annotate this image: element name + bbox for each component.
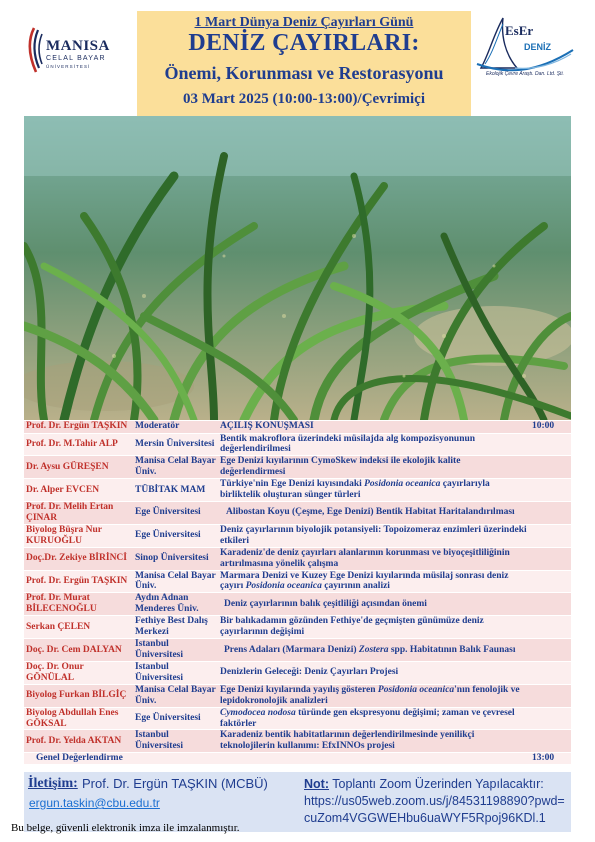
- speaker-name: Prof. Dr. M.Tahir ALP: [24, 433, 133, 456]
- session-time: [530, 730, 571, 753]
- topic-text: çayırının analizi: [321, 581, 390, 592]
- speaker-institution: Fethiye Best Dalış Merkezi: [133, 616, 218, 639]
- speaker-institution: Mersin Üniversitesi: [133, 433, 218, 456]
- schedule-row: [24, 570, 571, 593]
- schedule-row: [24, 547, 571, 570]
- species-name: Posidonia oceanica: [245, 581, 322, 592]
- speaker-name: Dr. Aysu GÜREŞEN: [24, 456, 133, 479]
- seagrass-photo: [24, 116, 571, 420]
- e-signature-note: Bu belge, güvenli elektronik imza ile imzalanmıştır.: [11, 822, 240, 834]
- page-title: DENİZ ÇAYIRLARI:: [188, 30, 420, 56]
- talk-topic: Denizlerin Geleceği: Deniz Çayırları Projesi: [218, 661, 530, 684]
- schedule-row: [24, 753, 571, 765]
- meeting-note: [304, 776, 569, 827]
- contact-name: Prof. Dr. Ergün TAŞKIN (MCBÜ): [82, 776, 268, 791]
- speaker-name: Prof. Dr. Ergün TAŞKIN: [24, 421, 133, 433]
- university-emblem-icon: [24, 24, 46, 76]
- talk-topic: [218, 639, 530, 662]
- schedule-row: [24, 730, 571, 753]
- speaker-name: Biyolog Büşra Nur KURUOĞLU: [24, 524, 133, 547]
- seagrass-illustration: [24, 116, 571, 420]
- topic-text: çayırlarıyla birliktelik oluşturan sünger türleri: [220, 479, 490, 501]
- speaker-name: Prof. Dr. Ergün TAŞKIN: [24, 570, 133, 593]
- speaker-name: Prof. Dr. Yelda AKTAN: [24, 730, 133, 753]
- talk-topic: Bentik makroflora üzerindeki müsilajda alg kompozisyonunun değerlendirilmesi: [218, 433, 530, 456]
- schedule-row: [24, 593, 571, 616]
- schedule-row: [24, 433, 571, 456]
- speaker-institution: İstanbul Üniversitesi: [133, 730, 218, 753]
- header-banner: [137, 11, 471, 117]
- species-name: Zostera: [358, 644, 389, 655]
- topic-text: Marmara Denizi ve Kuzey Ege Denizi kıyılarında müsilaj sonrası deniz çayırı: [220, 570, 509, 592]
- schedule-body: [24, 421, 571, 765]
- talk-topic: AÇILIŞ KONUŞMASI: [218, 421, 530, 433]
- topic-text: Türkiye'nin Ege Denizi kıyısındaki: [220, 479, 365, 490]
- program-schedule: [24, 421, 571, 765]
- talk-topic: [218, 707, 530, 730]
- event-title: 1 Mart Dünya Deniz Çayırları Günü: [194, 15, 414, 30]
- schedule-row: [24, 479, 571, 502]
- speaker-name: Biyolog Abdullah Enes GÖKSAL: [24, 707, 133, 730]
- speaker-institution: Ege Üniversitesi: [133, 707, 218, 730]
- topic-text: Ege Denizi kıyılarında yayılış gösteren: [220, 684, 378, 695]
- talk-topic: Deniz çayırlarının balık çeşitliliği açısından önemi: [218, 593, 530, 616]
- speaker-institution: İstanbul Üniversitesi: [133, 661, 218, 684]
- talk-topic: [218, 753, 530, 765]
- university-logo: [24, 24, 119, 78]
- schedule-row: [24, 616, 571, 639]
- talk-topic: Karadeniz bentik habitatlarının değerlendirilmesinde yenilikçi teknolojilerin kullanımı: EfxINNOs projesi: [218, 730, 530, 753]
- topic-text: 'nın fenolojik ve lepidokronolojik analizleri: [220, 684, 520, 706]
- schedule-row: [24, 707, 571, 730]
- speaker-name: Biyolog Furkan BİLGİÇ: [24, 684, 133, 707]
- session-time: [530, 707, 571, 730]
- logo-left-line2: CELAL BAYAR: [46, 55, 106, 62]
- session-time: [530, 639, 571, 662]
- session-time: [530, 684, 571, 707]
- schedule-row: [24, 421, 571, 433]
- speaker-institution: Aydın Adnan Menderes Üniv.: [133, 593, 218, 616]
- schedule-row: [24, 502, 571, 525]
- topic-text: Prens Adaları (Marmara Denizi): [224, 644, 359, 655]
- session-time: 13:00: [530, 753, 571, 765]
- session-time: [530, 456, 571, 479]
- talk-topic: [218, 570, 530, 593]
- schedule-row: [24, 684, 571, 707]
- session-time: [530, 479, 571, 502]
- speaker-institution: TÜBİTAK MAM: [133, 479, 218, 502]
- speaker-name: Doç. Dr. Onur GÖNÜLAL: [24, 661, 133, 684]
- talk-topic: Alibostan Koyu (Çeşme, Ege Denizi) Bentik Habitat Haritalandırılması: [218, 502, 530, 525]
- talk-topic: Deniz çayırlarının biyolojik potansiyeli: Topoizomeraz enzimleri üzerindeki etkileri: [218, 524, 530, 547]
- page-subtitle: Önemi, Korunması ve Restorasyonu: [164, 63, 444, 83]
- talk-topic: [218, 479, 530, 502]
- schedule-row: [24, 456, 571, 479]
- speaker-institution: [133, 753, 218, 765]
- speaker-institution: Manisa Celal Bayar Üniv.: [133, 456, 218, 479]
- zoom-link[interactable]: https://us05web.zoom.us/j/84531198890?pwd=cuZom4VGGWEHbu6uaWYF5Rpoj96KDl.1: [304, 793, 565, 825]
- company-logo: [475, 14, 575, 78]
- species-name: Posidonia oceanica: [364, 479, 441, 490]
- session-time: [530, 524, 571, 547]
- speaker-institution: İstanbul Üniversitesi: [133, 639, 218, 662]
- schedule-row: [24, 524, 571, 547]
- speaker-institution: Sinop Üniversitesi: [133, 547, 218, 570]
- session-time: [530, 547, 571, 570]
- session-time: [530, 661, 571, 684]
- note-label: Not:: [304, 777, 329, 791]
- logo-right-line3: Ekolojik Çevre Araştı. Dan. Ltd. Şti.: [486, 71, 564, 77]
- session-time: [530, 616, 571, 639]
- speaker-name: Dr. Alper EVCEN: [24, 479, 133, 502]
- speaker-name: Doç. Dr. Cem DALYAN: [24, 639, 133, 662]
- session-time: [530, 433, 571, 456]
- logo-right-line1: EsEr: [505, 23, 534, 38]
- contact-label: İletişim:: [28, 776, 78, 791]
- species-name: Cymodocea nodosa: [220, 707, 296, 718]
- session-time: [530, 570, 571, 593]
- note-text: Toplantı Zoom Üzerinden Yapılacaktır:: [332, 777, 544, 791]
- speaker-name: Prof. Dr. Melih Ertan ÇINAR: [24, 502, 133, 525]
- contact-email-link[interactable]: ergun.taskin@cbu.edu.tr: [29, 796, 160, 810]
- logo-left-line1: MANISA: [46, 38, 110, 54]
- speaker-institution: Moderatör: [133, 421, 218, 433]
- talk-topic: Ege Denizi kıyılarının CymoSkew indeksi ile ekolojik kalite değerlendirmesi: [218, 456, 530, 479]
- speaker-name: Prof. Dr. Murat BİLECENOĞLU: [24, 593, 133, 616]
- speaker-name: Doç.Dr. Zekiye BİRİNCİ: [24, 547, 133, 570]
- speaker-institution: Ege Üniversitesi: [133, 524, 218, 547]
- session-time: [530, 502, 571, 525]
- speaker-institution: Ege Üniversitesi: [133, 502, 218, 525]
- topic-text: türünde gen ekspresyonu değişimi; zaman ve çevresel faktörler: [220, 707, 515, 729]
- speaker-name: Genel Değerlendirme: [24, 753, 133, 765]
- session-time: [530, 593, 571, 616]
- talk-topic: [218, 684, 530, 707]
- talk-topic: Bir balıkadamın gözünden Fethiye'de geçmişten günümüze deniz çayırlarının değişimi: [218, 616, 530, 639]
- session-time: 10:00: [530, 421, 571, 433]
- speaker-institution: Manisa Celal Bayar Üniv.: [133, 684, 218, 707]
- schedule-row: [24, 661, 571, 684]
- species-name: Posidonia oceanica: [377, 684, 455, 695]
- speaker-name: Serkan ÇELEN: [24, 616, 133, 639]
- speaker-institution: Manisa Celal Bayar Üniv.: [133, 570, 218, 593]
- logo-right-line2: DENİZ: [524, 42, 551, 52]
- logo-left-line3: ÜNİVERSİTESİ: [46, 64, 91, 69]
- topic-text: spp. Habitatının Balık Faunası: [388, 644, 516, 655]
- event-date: 03 Mart 2025 (10:00-13:00)/Çevrimiçi: [182, 91, 425, 107]
- schedule-row: [24, 639, 571, 662]
- talk-topic: Karadeniz'de deniz çayırları alanlarının korunması ve biyoçeşitliliğinin artırılmasına yönelik çalışma: [218, 547, 530, 570]
